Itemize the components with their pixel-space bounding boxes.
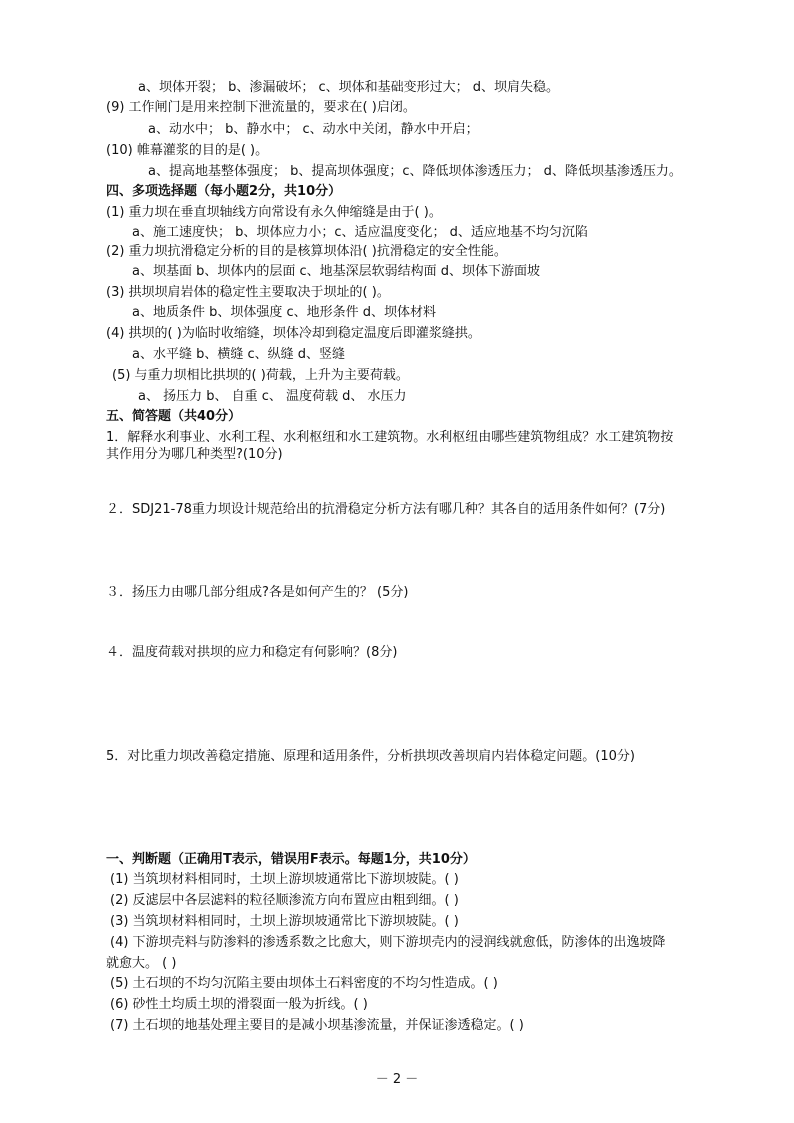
option-line: a、坝基面 b、坝体内的层面 c、地基深层软弱结构面 d、坝体下游面坡	[132, 264, 541, 279]
judgment-item: (2) 反滤层中各层滤料的粒径顺渗流方向布置应由粗到细。( )	[110, 893, 459, 908]
judgment-item: (4) 下游坝壳料与防渗料的渗透系数之比愈大，则下游坝壳内的浸润线就愈低，防渗体的出逸坡降	[110, 935, 666, 950]
section-heading: 五、简答题（共40分）	[106, 409, 242, 424]
question-line: (5) 与重力坝相比拱坝的( )荷载，上升为主要荷载。	[112, 368, 409, 383]
section-heading: 四、多项选择题（每小题2分，共10分）	[106, 184, 342, 199]
judgment-item: (6) 砂性土均质土坝的滑裂面一般为折线。( )	[110, 997, 368, 1012]
judgment-item: (5) 土石坝的不均匀沉陷主要由坝体土石料密度的不均匀性造成。( )	[110, 976, 498, 991]
essay-question: ４．温度荷载对拱坝的应力和稳定有何影响？(8分)	[106, 645, 398, 660]
essay-question: 5．对比重力坝改善稳定措施、原理和适用条件，分析拱坝改善坝肩内岩体稳定问题。(10分)	[106, 749, 635, 764]
question-line: (3) 拱坝坝肩岩体的稳定性主要取决于坝址的( )。	[106, 285, 390, 300]
judgment-item: 就愈大。 ( )	[106, 956, 177, 971]
question-line: (9) 工作闸门是用来控制下泄流量的，要求在( )启闭。	[106, 100, 416, 115]
option-line: a、动水中； b、静水中； c、动水中关闭，静水中开启；	[148, 122, 479, 137]
question-line: (4) 拱坝的( )为临时收缩缝，坝体冷却到稳定温度后即灌浆缝拱。	[106, 326, 481, 341]
section-heading: 一、判断题（正确用T表示，错误用F表示。每题1分，共10分）	[106, 852, 476, 867]
judgment-item: (3) 当筑坝材料相同时，土坝上游坝坡通常比下游坝坡陡。( )	[110, 914, 459, 929]
question-line: (10) 帷幕灌浆的目的是( )。	[106, 143, 269, 158]
judgment-item: (1) 当筑坝材料相同时，土坝上游坝坡通常比下游坝坡陡。( )	[110, 872, 459, 887]
option-line: a、水平缝 b、横缝 c、纵缝 d、竖缝	[132, 347, 346, 362]
option-line: a、地质条件 b、坝体强度 c、地形条件 d、坝体材料	[132, 305, 437, 320]
judgment-item: (7) 土石坝的地基处理主要目的是减小坝基渗流量，并保证渗透稳定。( )	[110, 1018, 524, 1033]
option-line: a、施工速度快； b、坝体应力小；c、适应温度变化； d、适应地基不均匀沉陷	[132, 225, 588, 240]
question-line: (1) 重力坝在垂直坝轴线方向常设有永久伸缩缝是由于( )。	[106, 205, 442, 220]
essay-question: 其作用分为哪几种类型?(10分)	[106, 447, 283, 462]
essay-question: ３．扬压力由哪几部分组成?各是如何产生的？ (5分)	[106, 585, 409, 600]
question-line: (2) 重力坝抗滑稳定分析的目的是核算坝体沿( )抗滑稳定的安全性能。	[106, 244, 507, 259]
page-number: － 2 －	[375, 1072, 419, 1087]
essay-question: ２．SDJ21-78重力坝设计规范给出的抗滑稳定分析方法有哪几种？其各自的适用条件如何？(7分)	[106, 502, 666, 517]
option-line: a、 扬压力 b、 自重 c、 温度荷载 d、 水压力	[138, 389, 407, 404]
option-line: a、坝体开裂； b、渗漏破坏； c、坝体和基础变形过大； d、坝肩失稳。	[138, 80, 560, 95]
essay-question: 1．解释水利事业、水利工程、水利枢纽和水工建筑物。水利枢纽由哪些建筑物组成？水工建筑物按	[106, 430, 674, 445]
option-line: a、提高地基整体强度； b、提高坝体强度；c、降低坝体渗透压力； d、降低坝基渗透压力。	[148, 164, 682, 179]
